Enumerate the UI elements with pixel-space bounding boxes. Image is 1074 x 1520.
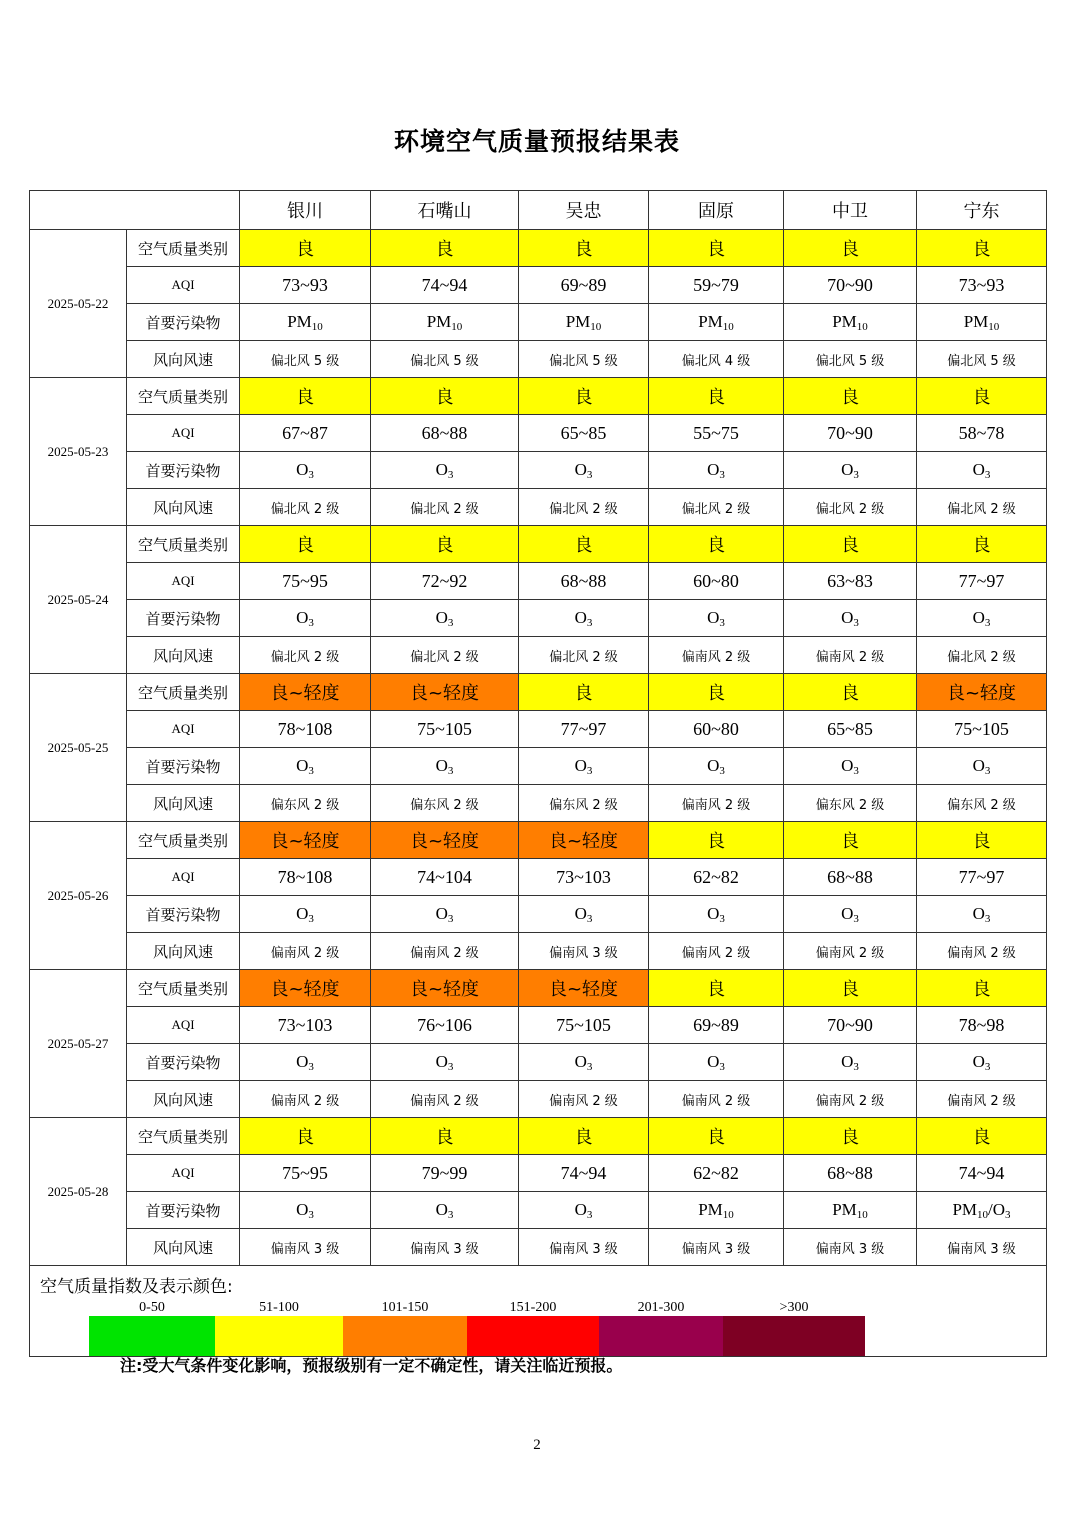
row-label-pollutant: 首要污染物	[127, 600, 240, 637]
aqi-cell: 67~87	[240, 415, 371, 452]
legend-row	[30, 1266, 1047, 1357]
day-row-wind	[30, 489, 1047, 526]
legend-range-label: 51-100	[259, 1300, 299, 1315]
row-label-aqi: AQI	[127, 563, 240, 600]
row-label-wind: 风向风速	[127, 489, 240, 526]
row-label-pollutant: 首要污染物	[127, 1044, 240, 1081]
pollutant-cell: $O_3$	[784, 1044, 917, 1081]
pollutant-cell: $PM_{10}$	[917, 304, 1047, 341]
quality-cell: 良~轻度	[371, 970, 519, 1007]
row-label-wind: 风向风速	[127, 341, 240, 378]
pollutant-cell: $O_3$	[519, 1192, 649, 1229]
date-cell: 2025-05-28	[30, 1118, 127, 1266]
quality-cell: 良	[519, 378, 649, 415]
aqi-cell: 62~82	[649, 859, 784, 896]
quality-cell: 良	[371, 526, 519, 563]
pollutant-cell: $O_3$	[649, 1044, 784, 1081]
aqi-cell: 68~88	[519, 563, 649, 600]
pollutant-cell: $O_3$	[784, 452, 917, 489]
row-label-aqi: AQI	[127, 1007, 240, 1044]
quality-cell: 良	[371, 1118, 519, 1155]
day-row-wind	[30, 1081, 1047, 1118]
row-label-wind: 风向风速	[127, 637, 240, 674]
aqi-color-bar	[89, 1316, 865, 1356]
aqi-cell: 63~83	[784, 563, 917, 600]
quality-cell: 良	[649, 230, 784, 267]
aqi-cell: 75~105	[371, 711, 519, 748]
wind-cell: 偏北风 5 级	[240, 341, 371, 378]
legend-range-label: >300	[779, 1300, 809, 1315]
aqi-cell: 79~99	[371, 1155, 519, 1192]
aqi-cell: 76~106	[371, 1007, 519, 1044]
date-cell: 2025-05-22	[30, 230, 127, 378]
quality-cell: 良	[519, 230, 649, 267]
pollutant-cell: $PM_{10}$	[784, 304, 917, 341]
aqi-cell: 55~75	[649, 415, 784, 452]
aqi-cell: 78~98	[917, 1007, 1047, 1044]
day-row-pollutant	[30, 748, 1047, 785]
pollutant-cell: $O_3$	[371, 748, 519, 785]
day-row-quality	[30, 230, 1047, 267]
wind-cell: 偏南风 3 级	[371, 1229, 519, 1266]
row-label-pollutant: 首要污染物	[127, 452, 240, 489]
aqi-cell: 75~95	[240, 1155, 371, 1192]
wind-cell: 偏北风 2 级	[784, 489, 917, 526]
quality-cell: 良~轻度	[240, 674, 371, 711]
row-label-quality: 空气质量类别	[127, 822, 240, 859]
quality-cell: 良	[240, 526, 371, 563]
city-header: 宁东	[917, 191, 1047, 230]
legend-color-swatch	[467, 1316, 599, 1356]
day-row-wind	[30, 1229, 1047, 1266]
aqi-cell: 73~103	[240, 1007, 371, 1044]
wind-cell: 偏南风 2 级	[649, 785, 784, 822]
wind-cell: 偏南风 2 级	[649, 1081, 784, 1118]
wind-cell: 偏北风 2 级	[371, 489, 519, 526]
quality-cell: 良~轻度	[371, 822, 519, 859]
day-row-aqi	[30, 859, 1047, 896]
day-row-quality	[30, 822, 1047, 859]
wind-cell: 偏南风 2 级	[784, 933, 917, 970]
wind-cell: 偏东风 2 级	[371, 785, 519, 822]
aqi-cell: 77~97	[917, 563, 1047, 600]
wind-cell: 偏北风 5 级	[519, 341, 649, 378]
quality-cell: 良	[784, 822, 917, 859]
wind-cell: 偏北风 2 级	[917, 637, 1047, 674]
aqi-cell: 70~90	[784, 415, 917, 452]
day-row-pollutant	[30, 896, 1047, 933]
aqi-cell: 59~79	[649, 267, 784, 304]
pollutant-cell: $PM_{10}$	[240, 304, 371, 341]
date-cell: 2025-05-24	[30, 526, 127, 674]
pollutant-cell: $O_3$	[240, 748, 371, 785]
quality-cell: 良	[784, 1118, 917, 1155]
aqi-cell: 70~90	[784, 1007, 917, 1044]
legend-color-swatch	[599, 1316, 723, 1356]
pollutant-cell: $O_3$	[371, 1044, 519, 1081]
row-label-quality: 空气质量类别	[127, 970, 240, 1007]
wind-cell: 偏北风 5 级	[784, 341, 917, 378]
aqi-cell: 65~85	[519, 415, 649, 452]
aqi-cell: 68~88	[784, 1155, 917, 1192]
pollutant-cell: $O_3$	[917, 1044, 1047, 1081]
quality-cell: 良	[784, 526, 917, 563]
aqi-cell: 75~105	[917, 711, 1047, 748]
aqi-cell: 73~93	[917, 267, 1047, 304]
pollutant-cell: $PM_{10}/O_3$	[917, 1192, 1047, 1229]
wind-cell: 偏北风 2 级	[371, 637, 519, 674]
legend-color-swatch	[215, 1316, 343, 1356]
quality-cell: 良	[649, 970, 784, 1007]
pollutant-cell: $O_3$	[784, 896, 917, 933]
quality-cell: 良	[649, 674, 784, 711]
day-row-wind	[30, 785, 1047, 822]
quality-cell: 良	[917, 230, 1047, 267]
pollutant-cell: $O_3$	[240, 1192, 371, 1229]
pollutant-cell: $O_3$	[371, 1192, 519, 1229]
pollutant-cell: $O_3$	[240, 600, 371, 637]
quality-cell: 良~轻度	[917, 674, 1047, 711]
aqi-cell: 69~89	[649, 1007, 784, 1044]
row-label-quality: 空气质量类别	[127, 674, 240, 711]
legend-range-label: 101-150	[381, 1300, 429, 1315]
wind-cell: 偏南风 2 级	[784, 1081, 917, 1118]
day-row-wind	[30, 933, 1047, 970]
aqi-cell: 78~108	[240, 711, 371, 748]
day-row-pollutant	[30, 600, 1047, 637]
pollutant-cell: $O_3$	[519, 452, 649, 489]
day-row-pollutant	[30, 1044, 1047, 1081]
pollutant-cell: $O_3$	[240, 1044, 371, 1081]
day-row-aqi	[30, 1155, 1047, 1192]
day-row-aqi	[30, 267, 1047, 304]
header-corner-cell	[30, 191, 240, 230]
wind-cell: 偏东风 2 级	[519, 785, 649, 822]
wind-cell: 偏南风 3 级	[240, 1229, 371, 1266]
aqi-cell: 74~94	[917, 1155, 1047, 1192]
quality-cell: 良~轻度	[519, 822, 649, 859]
pollutant-cell: $PM_{10}$	[784, 1192, 917, 1229]
row-label-wind: 风向风速	[127, 785, 240, 822]
quality-cell: 良	[240, 1118, 371, 1155]
legend-title: 空气质量指数及表示颜色:	[40, 1277, 233, 1297]
aqi-cell: 74~94	[519, 1155, 649, 1192]
legend-color-swatch	[343, 1316, 467, 1356]
row-label-quality: 空气质量类别	[127, 526, 240, 563]
quality-cell: 良	[917, 1118, 1047, 1155]
wind-cell: 偏南风 3 级	[649, 1229, 784, 1266]
legend-color-swatch	[89, 1316, 215, 1356]
pollutant-cell: $O_3$	[917, 748, 1047, 785]
wind-cell: 偏南风 2 级	[784, 637, 917, 674]
pollutant-cell: $O_3$	[784, 600, 917, 637]
day-row-wind	[30, 341, 1047, 378]
wind-cell: 偏南风 2 级	[240, 933, 371, 970]
pollutant-cell: $O_3$	[649, 896, 784, 933]
quality-cell: 良	[519, 1118, 649, 1155]
row-label-aqi: AQI	[127, 859, 240, 896]
wind-cell: 偏南风 2 级	[371, 1081, 519, 1118]
quality-cell: 良	[784, 970, 917, 1007]
date-cell: 2025-05-25	[30, 674, 127, 822]
aqi-cell: 75~105	[519, 1007, 649, 1044]
wind-cell: 偏北风 4 级	[649, 341, 784, 378]
pollutant-cell: $O_3$	[519, 896, 649, 933]
quality-cell: 良~轻度	[519, 970, 649, 1007]
quality-cell: 良~轻度	[371, 674, 519, 711]
row-label-pollutant: 首要污染物	[127, 896, 240, 933]
quality-cell: 良	[649, 526, 784, 563]
aqi-cell: 70~90	[784, 267, 917, 304]
aqi-cell: 73~103	[519, 859, 649, 896]
aqi-cell: 68~88	[371, 415, 519, 452]
pollutant-cell: $O_3$	[917, 452, 1047, 489]
aqi-cell: 58~78	[917, 415, 1047, 452]
quality-cell: 良	[649, 1118, 784, 1155]
aqi-cell: 78~108	[240, 859, 371, 896]
quality-cell: 良~轻度	[240, 822, 371, 859]
pollutant-cell: $O_3$	[649, 452, 784, 489]
aqi-cell: 69~89	[519, 267, 649, 304]
day-row-aqi	[30, 1007, 1047, 1044]
pollutant-cell: $O_3$	[371, 896, 519, 933]
day-row-quality	[30, 1118, 1047, 1155]
quality-cell: 良	[240, 230, 371, 267]
legend-range-label: 151-200	[509, 1300, 557, 1315]
day-row-quality	[30, 674, 1047, 711]
pollutant-cell: $O_3$	[371, 600, 519, 637]
city-header: 吴忠	[519, 191, 649, 230]
pollutant-cell: $O_3$	[917, 896, 1047, 933]
pollutant-cell: $O_3$	[784, 748, 917, 785]
wind-cell: 偏南风 2 级	[649, 637, 784, 674]
aqi-cell: 68~88	[784, 859, 917, 896]
quality-cell: 良	[519, 674, 649, 711]
quality-cell: 良	[917, 970, 1047, 1007]
quality-cell: 良	[917, 526, 1047, 563]
forecast-note: 注:受大气条件变化影响，预报级别有一定不确定性，请关注临近预报。	[120, 1356, 623, 1375]
aqi-cell: 73~93	[240, 267, 371, 304]
city-header: 中卫	[784, 191, 917, 230]
aqi-cell: 75~95	[240, 563, 371, 600]
quality-cell: 良	[240, 378, 371, 415]
wind-cell: 偏南风 2 级	[649, 933, 784, 970]
pollutant-cell: $PM_{10}$	[649, 304, 784, 341]
day-row-aqi	[30, 563, 1047, 600]
row-label-pollutant: 首要污染物	[127, 1192, 240, 1229]
city-header: 石嘴山	[371, 191, 519, 230]
aqi-cell: 60~80	[649, 563, 784, 600]
aqi-cell: 77~97	[519, 711, 649, 748]
wind-cell: 偏北风 2 级	[519, 489, 649, 526]
pollutant-cell: $O_3$	[917, 600, 1047, 637]
wind-cell: 偏北风 2 级	[649, 489, 784, 526]
quality-cell: 良	[784, 378, 917, 415]
quality-cell: 良	[784, 674, 917, 711]
wind-cell: 偏南风 2 级	[371, 933, 519, 970]
row-label-aqi: AQI	[127, 415, 240, 452]
row-label-wind: 风向风速	[127, 1229, 240, 1266]
quality-cell: 良	[784, 230, 917, 267]
legend-range-label: 201-300	[637, 1300, 685, 1315]
page-title: 环境空气质量预报结果表	[393, 127, 680, 156]
wind-cell: 偏北风 2 级	[240, 637, 371, 674]
wind-cell: 偏南风 2 级	[917, 933, 1047, 970]
day-row-aqi	[30, 711, 1047, 748]
day-row-pollutant	[30, 304, 1047, 341]
row-label-quality: 空气质量类别	[127, 230, 240, 267]
row-label-wind: 风向风速	[127, 933, 240, 970]
aqi-cell: 77~97	[917, 859, 1047, 896]
wind-cell: 偏北风 2 级	[519, 637, 649, 674]
pollutant-cell: $O_3$	[240, 452, 371, 489]
wind-cell: 偏南风 2 级	[917, 1081, 1047, 1118]
row-label-aqi: AQI	[127, 711, 240, 748]
legend-cell	[30, 1266, 1047, 1357]
date-cell: 2025-05-23	[30, 378, 127, 526]
legend-range-label: 0-50	[139, 1300, 165, 1315]
row-label-aqi: AQI	[127, 267, 240, 304]
day-row-quality	[30, 526, 1047, 563]
row-label-quality: 空气质量类别	[127, 1118, 240, 1155]
city-header: 银川	[240, 191, 371, 230]
quality-cell: 良	[519, 526, 649, 563]
day-row-pollutant	[30, 1192, 1047, 1229]
day-row-quality	[30, 970, 1047, 1007]
pollutant-cell: $O_3$	[649, 748, 784, 785]
day-row-aqi	[30, 415, 1047, 452]
quality-cell: 良	[371, 230, 519, 267]
row-label-pollutant: 首要污染物	[127, 304, 240, 341]
quality-cell: 良	[917, 822, 1047, 859]
wind-cell: 偏东风 2 级	[240, 785, 371, 822]
pollutant-cell: $O_3$	[649, 600, 784, 637]
city-header: 固原	[649, 191, 784, 230]
header-row	[30, 191, 1047, 230]
quality-cell: 良	[649, 378, 784, 415]
quality-cell: 良	[917, 378, 1047, 415]
row-label-wind: 风向风速	[127, 1081, 240, 1118]
wind-cell: 偏东风 2 级	[784, 785, 917, 822]
quality-cell: 良~轻度	[240, 970, 371, 1007]
page-number: 2	[533, 1437, 541, 1453]
aqi-cell: 65~85	[784, 711, 917, 748]
wind-cell: 偏北风 2 级	[917, 489, 1047, 526]
wind-cell: 偏南风 3 级	[519, 933, 649, 970]
wind-cell: 偏南风 2 级	[519, 1081, 649, 1118]
wind-cell: 偏北风 5 级	[917, 341, 1047, 378]
row-label-pollutant: 首要污染物	[127, 748, 240, 785]
pollutant-cell: $PM_{10}$	[519, 304, 649, 341]
pollutant-cell: $O_3$	[519, 1044, 649, 1081]
wind-cell: 偏南风 2 级	[240, 1081, 371, 1118]
row-label-aqi: AQI	[127, 1155, 240, 1192]
wind-cell: 偏南风 3 级	[519, 1229, 649, 1266]
forecast-table	[29, 190, 1047, 1357]
date-cell: 2025-05-26	[30, 822, 127, 970]
aqi-cell: 74~94	[371, 267, 519, 304]
wind-cell: 偏南风 3 级	[784, 1229, 917, 1266]
day-row-wind	[30, 637, 1047, 674]
day-row-pollutant	[30, 452, 1047, 489]
wind-cell: 偏北风 2 级	[240, 489, 371, 526]
wind-cell: 偏北风 5 级	[371, 341, 519, 378]
pollutant-cell: $PM_{10}$	[649, 1192, 784, 1229]
pollutant-cell: $PM_{10}$	[371, 304, 519, 341]
aqi-cell: 74~104	[371, 859, 519, 896]
wind-cell: 偏南风 3 级	[917, 1229, 1047, 1266]
quality-cell: 良	[371, 378, 519, 415]
pollutant-cell: $O_3$	[371, 452, 519, 489]
pollutant-cell: $O_3$	[519, 600, 649, 637]
pollutant-cell: $O_3$	[240, 896, 371, 933]
legend-color-swatch	[723, 1316, 865, 1356]
pollutant-cell: $O_3$	[519, 748, 649, 785]
day-row-quality	[30, 378, 1047, 415]
quality-cell: 良	[649, 822, 784, 859]
aqi-cell: 62~82	[649, 1155, 784, 1192]
aqi-cell: 60~80	[649, 711, 784, 748]
aqi-cell: 72~92	[371, 563, 519, 600]
date-cell: 2025-05-27	[30, 970, 127, 1118]
wind-cell: 偏东风 2 级	[917, 785, 1047, 822]
row-label-quality: 空气质量类别	[127, 378, 240, 415]
